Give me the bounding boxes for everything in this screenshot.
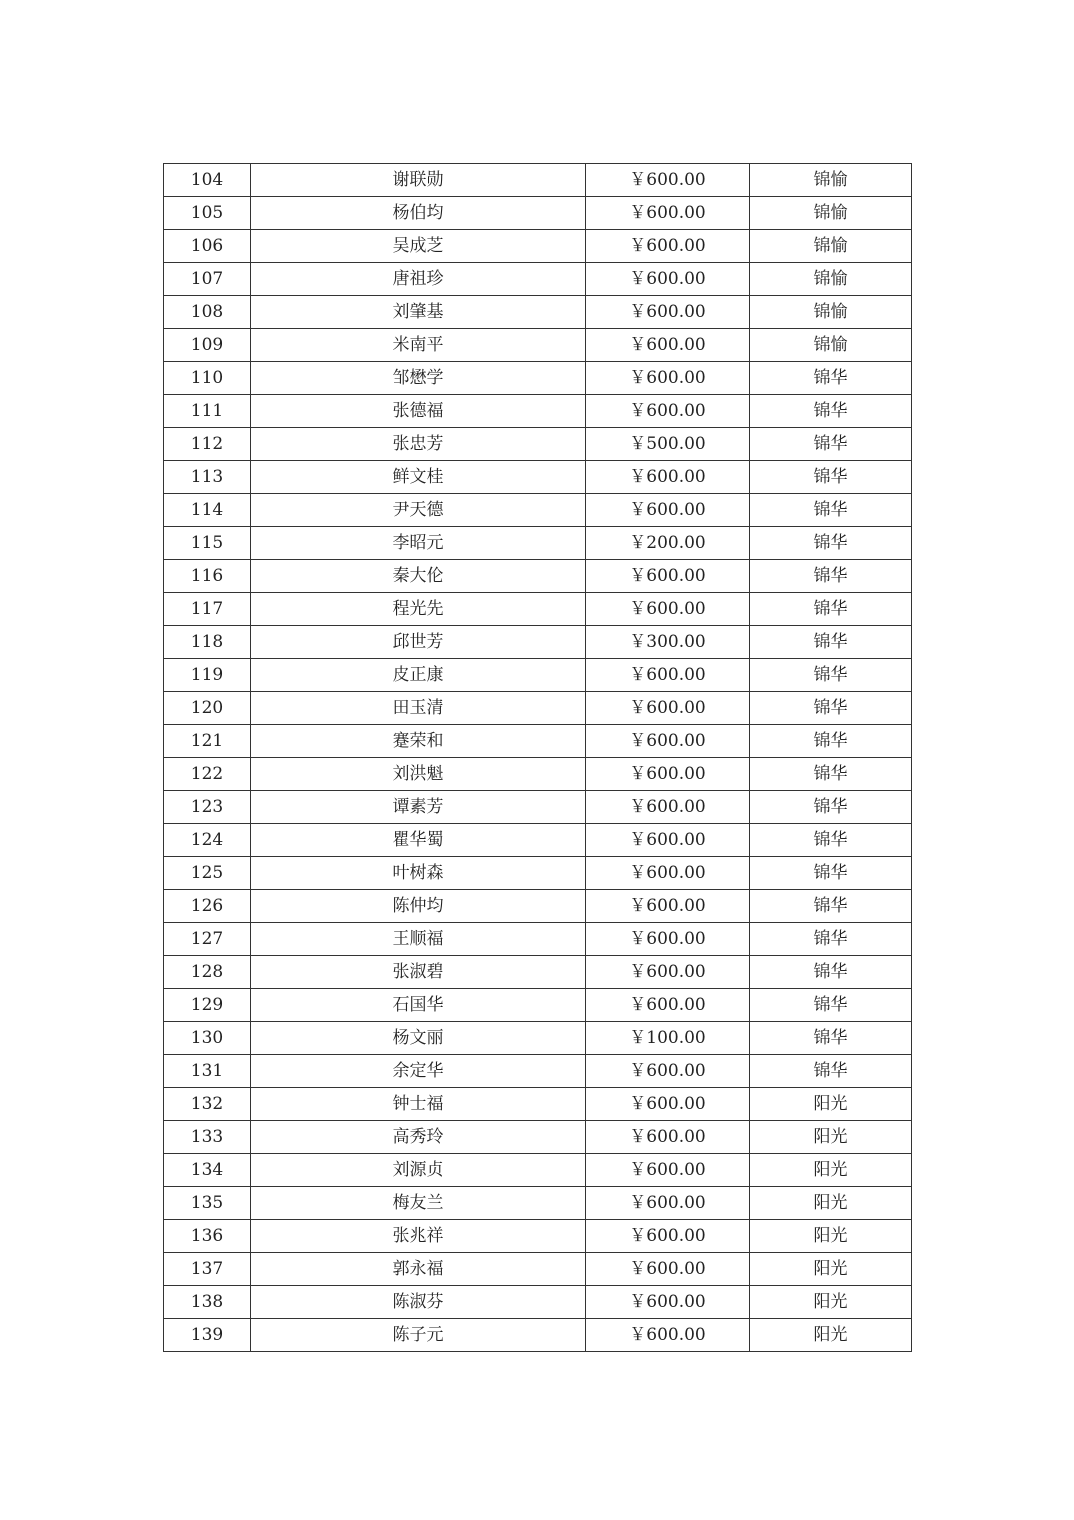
community-cell: 锦华 (750, 1055, 912, 1088)
name-cell: 张忠芳 (251, 428, 586, 461)
community-cell: 锦华 (750, 593, 912, 626)
name-cell: 田玉清 (251, 692, 586, 725)
amount-cell: ￥600.00 (586, 593, 750, 626)
row-number-cell: 109 (164, 329, 251, 362)
row-number-cell: 119 (164, 659, 251, 692)
table-row (164, 989, 912, 1022)
name-cell: 高秀玲 (251, 1121, 586, 1154)
amount-cell: ￥600.00 (586, 1220, 750, 1253)
amount-cell: ￥600.00 (586, 659, 750, 692)
amount-cell: ￥600.00 (586, 461, 750, 494)
row-number-cell: 128 (164, 956, 251, 989)
name-cell: 梅友兰 (251, 1187, 586, 1220)
name-cell: 程光先 (251, 593, 586, 626)
name-cell: 吴成芝 (251, 230, 586, 263)
amount-cell: ￥200.00 (586, 527, 750, 560)
name-cell: 石国华 (251, 989, 586, 1022)
name-cell: 刘源贞 (251, 1154, 586, 1187)
name-cell: 谢联勋 (251, 164, 586, 197)
table-row (164, 758, 912, 791)
community-cell: 阳光 (750, 1220, 912, 1253)
amount-cell: ￥600.00 (586, 692, 750, 725)
row-number-cell: 132 (164, 1088, 251, 1121)
table-row (164, 329, 912, 362)
row-number-cell: 125 (164, 857, 251, 890)
community-cell: 锦华 (750, 494, 912, 527)
name-cell: 刘肇基 (251, 296, 586, 329)
table-row (164, 362, 912, 395)
row-number-cell: 135 (164, 1187, 251, 1220)
name-cell: 刘洪魁 (251, 758, 586, 791)
community-cell: 锦华 (750, 692, 912, 725)
table-row (164, 857, 912, 890)
table-row (164, 1022, 912, 1055)
community-cell: 锦华 (750, 560, 912, 593)
name-cell: 鲜文桂 (251, 461, 586, 494)
amount-cell: ￥600.00 (586, 1121, 750, 1154)
amount-cell: ￥600.00 (586, 758, 750, 791)
table-row (164, 593, 912, 626)
table-row (164, 626, 912, 659)
community-cell: 阳光 (750, 1253, 912, 1286)
amount-cell: ￥600.00 (586, 494, 750, 527)
row-number-cell: 123 (164, 791, 251, 824)
community-cell: 锦华 (750, 659, 912, 692)
amount-cell: ￥600.00 (586, 824, 750, 857)
amount-cell: ￥600.00 (586, 725, 750, 758)
table-row (164, 296, 912, 329)
name-cell: 陈仲均 (251, 890, 586, 923)
table-row (164, 1088, 912, 1121)
table-row (164, 230, 912, 263)
amount-cell: ￥600.00 (586, 1286, 750, 1319)
community-cell: 锦愉 (750, 329, 912, 362)
amount-cell: ￥600.00 (586, 329, 750, 362)
amount-cell: ￥600.00 (586, 1187, 750, 1220)
amount-cell: ￥600.00 (586, 197, 750, 230)
amount-cell: ￥600.00 (586, 989, 750, 1022)
roster-table-body (164, 164, 912, 1352)
row-number-cell: 133 (164, 1121, 251, 1154)
row-number-cell: 104 (164, 164, 251, 197)
community-cell: 锦愉 (750, 263, 912, 296)
table-row (164, 1319, 912, 1352)
row-number-cell: 131 (164, 1055, 251, 1088)
community-cell: 阳光 (750, 1154, 912, 1187)
row-number-cell: 127 (164, 923, 251, 956)
community-cell: 阳光 (750, 1286, 912, 1319)
row-number-cell: 112 (164, 428, 251, 461)
amount-cell: ￥600.00 (586, 857, 750, 890)
amount-cell: ￥300.00 (586, 626, 750, 659)
table-row (164, 1121, 912, 1154)
community-cell: 锦愉 (750, 296, 912, 329)
row-number-cell: 136 (164, 1220, 251, 1253)
row-number-cell: 129 (164, 989, 251, 1022)
name-cell: 邹懋学 (251, 362, 586, 395)
name-cell: 钟士福 (251, 1088, 586, 1121)
row-number-cell: 130 (164, 1022, 251, 1055)
row-number-cell: 110 (164, 362, 251, 395)
community-cell: 锦华 (750, 923, 912, 956)
table-row (164, 395, 912, 428)
table-row (164, 923, 912, 956)
community-cell: 阳光 (750, 1088, 912, 1121)
name-cell: 秦大伦 (251, 560, 586, 593)
community-cell: 锦华 (750, 725, 912, 758)
table-row (164, 461, 912, 494)
community-cell: 锦华 (750, 626, 912, 659)
table-row (164, 527, 912, 560)
amount-cell: ￥600.00 (586, 890, 750, 923)
name-cell: 李昭元 (251, 527, 586, 560)
community-cell: 锦华 (750, 527, 912, 560)
community-cell: 阳光 (750, 1187, 912, 1220)
name-cell: 叶树森 (251, 857, 586, 890)
row-number-cell: 116 (164, 560, 251, 593)
name-cell: 王顺福 (251, 923, 586, 956)
row-number-cell: 139 (164, 1319, 251, 1352)
name-cell: 米南平 (251, 329, 586, 362)
name-cell: 张淑碧 (251, 956, 586, 989)
amount-cell: ￥600.00 (586, 1319, 750, 1352)
amount-cell: ￥600.00 (586, 956, 750, 989)
row-number-cell: 137 (164, 1253, 251, 1286)
table-row (164, 428, 912, 461)
community-cell: 阳光 (750, 1319, 912, 1352)
row-number-cell: 117 (164, 593, 251, 626)
table-row (164, 824, 912, 857)
community-cell: 锦华 (750, 824, 912, 857)
name-cell: 尹天德 (251, 494, 586, 527)
name-cell: 瞿华蜀 (251, 824, 586, 857)
community-cell: 锦华 (750, 989, 912, 1022)
table-row (164, 1220, 912, 1253)
row-number-cell: 108 (164, 296, 251, 329)
table-row (164, 263, 912, 296)
name-cell: 杨文丽 (251, 1022, 586, 1055)
row-number-cell: 115 (164, 527, 251, 560)
table-row (164, 1154, 912, 1187)
amount-cell: ￥600.00 (586, 923, 750, 956)
row-number-cell: 106 (164, 230, 251, 263)
table-row (164, 164, 912, 197)
table-row (164, 692, 912, 725)
amount-cell: ￥600.00 (586, 560, 750, 593)
row-number-cell: 111 (164, 395, 251, 428)
row-number-cell: 134 (164, 1154, 251, 1187)
name-cell: 张兆祥 (251, 1220, 586, 1253)
community-cell: 锦愉 (750, 230, 912, 263)
name-cell: 谭素芳 (251, 791, 586, 824)
name-cell: 杨伯均 (251, 197, 586, 230)
community-cell: 锦华 (750, 956, 912, 989)
community-cell: 锦华 (750, 758, 912, 791)
table-row (164, 956, 912, 989)
name-cell: 唐祖珍 (251, 263, 586, 296)
table-row (164, 494, 912, 527)
row-number-cell: 113 (164, 461, 251, 494)
row-number-cell: 107 (164, 263, 251, 296)
amount-cell: ￥600.00 (586, 296, 750, 329)
name-cell: 皮正康 (251, 659, 586, 692)
community-cell: 锦华 (750, 857, 912, 890)
table-row (164, 659, 912, 692)
community-cell: 锦华 (750, 428, 912, 461)
row-number-cell: 120 (164, 692, 251, 725)
amount-cell: ￥600.00 (586, 230, 750, 263)
table-row (164, 1187, 912, 1220)
name-cell: 张德福 (251, 395, 586, 428)
table-row (164, 725, 912, 758)
community-cell: 阳光 (750, 1121, 912, 1154)
row-number-cell: 122 (164, 758, 251, 791)
amount-cell: ￥600.00 (586, 1253, 750, 1286)
community-cell: 锦华 (750, 890, 912, 923)
table-row (164, 560, 912, 593)
table-row (164, 1286, 912, 1319)
amount-cell: ￥600.00 (586, 1154, 750, 1187)
amount-cell: ￥600.00 (586, 791, 750, 824)
amount-cell: ￥600.00 (586, 1088, 750, 1121)
amount-cell: ￥500.00 (586, 428, 750, 461)
community-cell: 锦华 (750, 1022, 912, 1055)
name-cell: 余定华 (251, 1055, 586, 1088)
table-row (164, 1253, 912, 1286)
table-row (164, 1055, 912, 1088)
row-number-cell: 118 (164, 626, 251, 659)
name-cell: 陈子元 (251, 1319, 586, 1352)
row-number-cell: 126 (164, 890, 251, 923)
table-row (164, 890, 912, 923)
community-cell: 锦愉 (750, 197, 912, 230)
row-number-cell: 138 (164, 1286, 251, 1319)
roster-table (163, 163, 912, 1352)
community-cell: 锦华 (750, 461, 912, 494)
row-number-cell: 114 (164, 494, 251, 527)
amount-cell: ￥600.00 (586, 362, 750, 395)
community-cell: 锦华 (750, 791, 912, 824)
amount-cell: ￥100.00 (586, 1022, 750, 1055)
amount-cell: ￥600.00 (586, 164, 750, 197)
community-cell: 锦华 (750, 362, 912, 395)
table-row (164, 197, 912, 230)
table-row (164, 791, 912, 824)
amount-cell: ￥600.00 (586, 395, 750, 428)
name-cell: 邱世芳 (251, 626, 586, 659)
community-cell: 锦华 (750, 395, 912, 428)
name-cell: 陈淑芬 (251, 1286, 586, 1319)
row-number-cell: 124 (164, 824, 251, 857)
amount-cell: ￥600.00 (586, 263, 750, 296)
amount-cell: ￥600.00 (586, 1055, 750, 1088)
name-cell: 郭永福 (251, 1253, 586, 1286)
community-cell: 锦愉 (750, 164, 912, 197)
row-number-cell: 121 (164, 725, 251, 758)
name-cell: 蹇荣和 (251, 725, 586, 758)
row-number-cell: 105 (164, 197, 251, 230)
